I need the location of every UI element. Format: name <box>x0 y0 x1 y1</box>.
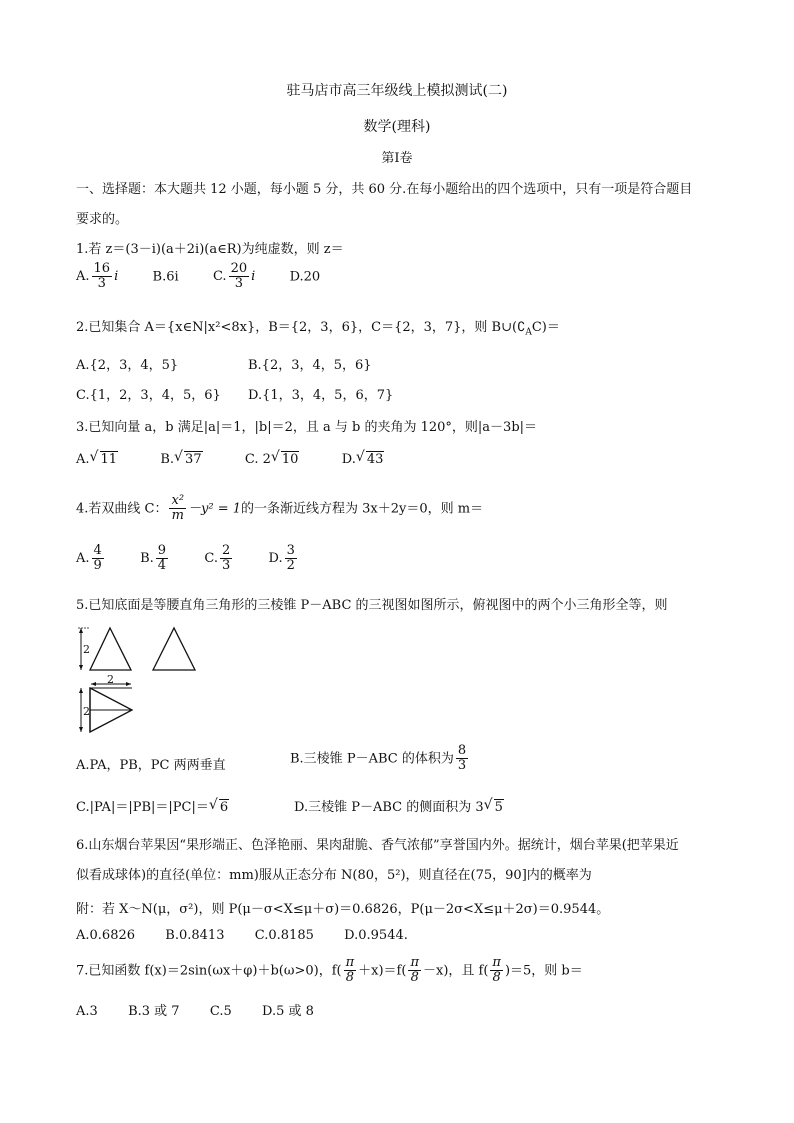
q3-option-a: A. √ 11 <box>76 449 118 467</box>
q6-options <box>76 928 408 943</box>
q5-option-b: B.三棱锥 P－ABC 的体积为 $\frac{8}{3}$ <box>290 743 467 774</box>
exam-subtitle: 数学(理科) <box>363 119 431 135</box>
q7-option-d: D.5 或 8 <box>262 1004 314 1019</box>
q5-option-d: D.三棱锥 P－ABC 的侧面积为 3 √ 5 <box>294 797 503 815</box>
q4-option-c: C. $\frac{2}{3}$ <box>204 543 231 574</box>
q1-option-c: C. $\frac{20}{3}$ i <box>212 261 256 292</box>
q1-options <box>76 262 320 292</box>
q5-option-c: C.|PA|＝|PB|＝|PC|＝ √ 6 <box>76 797 229 815</box>
q6-option-b: B.0.8413 <box>165 928 225 943</box>
q4-option-b: B. $\frac{9}{4}$ <box>140 543 167 574</box>
q2-option-a: A.{2，3，4，5} <box>76 358 179 373</box>
section-instructions-2: 要求的。 <box>76 212 129 227</box>
q6-line-2: 似看成球体)的直径(单位：mm)服从正态分布 N(80，5²)，则直径在(75，90]内的概率为 <box>76 868 592 883</box>
front-view <box>78 628 131 670</box>
q6-line-1: 6.山东烟台苹果因“果形端正、色泽艳丽、果肉甜脆、香气浓郁”享誉国内外。据统计，烟台苹果(把苹果近 <box>76 838 679 853</box>
q5-option-a: A.PA，PB，PC 两两垂直 <box>76 758 226 773</box>
q3-option-b: B. √ 37 <box>160 449 202 467</box>
q1-stem: 1.若 z＝(3－i)(a＋2i)(a∈R)为纯虚数，则 z＝ <box>76 242 344 257</box>
q3-options <box>76 449 384 467</box>
q4-options <box>76 544 299 574</box>
q5-stem: 5.已知底面是等腰直角三角形的三棱锥 P－ABC 的三视图如图所示，俯视图中的两个小三角形全等，则 <box>76 598 668 613</box>
q1-option-b: B.6i <box>152 269 179 285</box>
exam-title: 驻马店市高三年级线上模拟测试(二) <box>286 83 508 99</box>
q4-stem: 4.若双曲线 C： $\frac{\text{x²}}{m}$ －y² = 1的一条渐近线方程为 3x＋2y＝0，则 m＝ <box>76 493 484 524</box>
q2-stem: 2.已知集合 A＝{x∈N|x²<8x}，B＝{2，3，6}，C＝{2，3，7}，则 $B\cup(∁_AC)=$ <box>76 320 560 338</box>
q4-option-d: D. $\frac{3}{2}$ <box>268 543 295 574</box>
three-view-figure <box>76 622 216 742</box>
top-view <box>79 673 132 732</box>
q3-option-d: D. √ 43 <box>341 449 384 467</box>
q1-option-a: A. $\frac{16}{3}$ i <box>76 261 119 292</box>
side-view <box>153 628 195 670</box>
q7-option-c: C.5 <box>209 1004 232 1019</box>
front-height-label: 2 <box>83 643 90 656</box>
q6-note: 附：若 X～N(μ，σ²)，则 P(μ－σ<X≤μ＋σ)＝0.6826，P(μ－2σ<X≤μ＋2σ)＝0.9544。 <box>76 902 610 917</box>
q7-options <box>76 1000 314 1019</box>
q3-stem: 3.已知向量 a，b 满足|a|＝1，|b|＝2，且 a 与 b 的夹角为 120°，则|a－3b|＝ <box>76 420 538 435</box>
q2-option-b: B.{2，3，4，5，6} <box>248 358 372 373</box>
volume-label: 第Ⅰ卷 <box>381 151 413 166</box>
q3-option-c: C. 2 √ 10 <box>244 449 299 467</box>
q2-option-c: C.{1，2，3，4，5，6} <box>76 388 221 403</box>
q6-option-a: A.0.6826 <box>76 928 136 943</box>
q6-option-d: D.0.9544. <box>344 928 408 943</box>
q2-option-d: D.{1，3，4，5，6，7} <box>248 388 394 403</box>
q4-option-a: A. $\frac{4}{9}$ <box>76 543 102 574</box>
q7-option-a: A.3 <box>76 1004 98 1019</box>
top-height-label: 2 <box>83 705 90 718</box>
q1-option-d: D.20 <box>289 269 321 285</box>
q7-stem: 7.已知函数 f(x)＝2sin(ωx＋φ)＋b(ω>0)，f( $\frac{\pi}{8}$ ＋x)＝f( $\frac{\pi}{8}$ －x)，且 f( $\frac{\pi}{8}$ )＝5，则 b＝ <box>76 955 583 986</box>
q7-option-b: B.3 或 7 <box>128 1004 180 1019</box>
top-width-label: 2 <box>107 673 114 686</box>
section-instructions-1: 一、选择题：本大题共 12 小题，每小题 5 分，共 60 分.在每小题给出的四个选项中，只有一项是符合题目 <box>76 182 693 197</box>
q6-option-c: C.0.8185 <box>254 928 314 943</box>
